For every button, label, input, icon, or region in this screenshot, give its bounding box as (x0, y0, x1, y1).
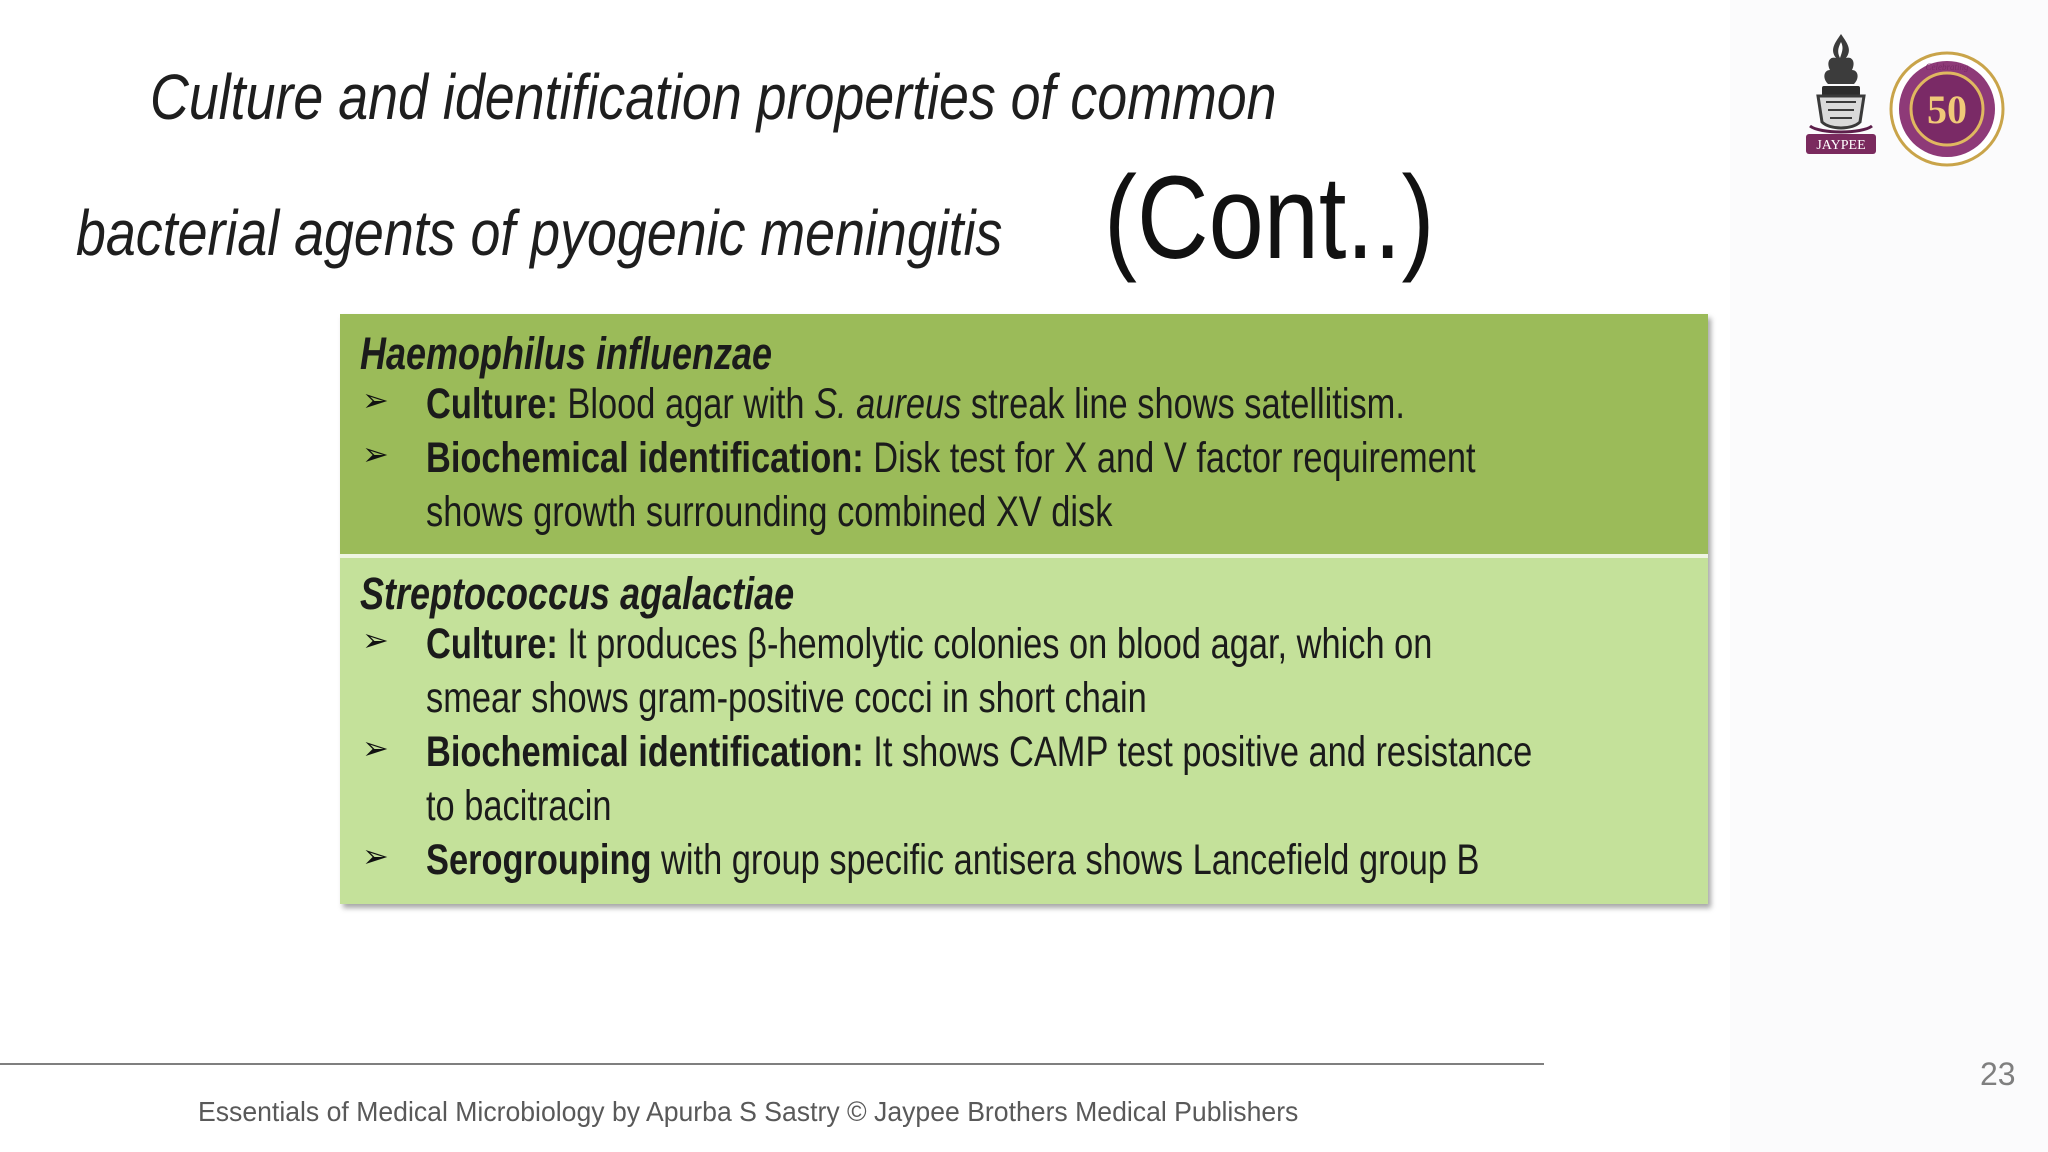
item-text: with group specific antisera shows Lancefield group B (651, 836, 1480, 884)
culture-item-continued: smear shows gram-positive cocci in short chain (426, 674, 1147, 722)
item-label: Biochemical identification: (426, 728, 864, 776)
bullet-arrow-icon: ➢ (362, 729, 389, 767)
section-streptococcus (340, 558, 1708, 904)
jaypee-emblem-icon (1800, 30, 1882, 162)
item-italic-text: S. aureus (814, 380, 962, 428)
item-text: Disk test for X and V factor requirement (863, 434, 1476, 482)
bullet-arrow-icon: ➢ (362, 621, 389, 659)
organism-name: Streptococcus agalactiae (360, 568, 795, 619)
slide-title-line-1: Culture and identification properties of common (150, 61, 1277, 133)
item-text: It produces β-hemolytic colonies on blood agar, which on (557, 620, 1433, 668)
item-label: Culture: (426, 380, 558, 428)
slide-title-continued: (Cont..) (1104, 152, 1435, 284)
bullet-arrow-icon: ➢ (362, 381, 389, 419)
anniversary-number: 50 (1927, 87, 1967, 132)
biochemical-item-continued: shows growth surrounding combined XV disk (426, 488, 1113, 536)
organism-name: Haemophilus influenzae (360, 328, 773, 379)
section-haemophilus (340, 314, 1708, 554)
footer-credit: Essentials of Medical Microbiology by Apurba S Sastry © Jaypee Brothers Medical Publishers (198, 1096, 1299, 1127)
emblem-label: JAYPEE (1816, 138, 1866, 153)
slide-title-line-2: bacterial agents of pyogenic meningitis (76, 197, 1003, 269)
bullet-arrow-icon: ➢ (362, 435, 389, 473)
biochemical-item-continued: to bacitracin (426, 782, 612, 830)
item-text: It shows CAMP test positive and resistance (863, 728, 1533, 776)
item-label: Serogrouping (426, 836, 652, 884)
bullet-arrow-icon: ➢ (362, 837, 389, 875)
content-table (340, 314, 1708, 904)
right-panel-background (1730, 0, 2048, 1152)
page-number: 23 (1980, 1056, 2016, 1092)
item-text: Blood agar with (557, 380, 815, 428)
culture-item (426, 380, 1405, 429)
item-label: Biochemical identification: (426, 434, 864, 482)
item-text-end: streak line shows satellitism. (961, 380, 1405, 428)
fiftieth-anniversary-seal-icon (1888, 50, 2006, 168)
biochemical-item (426, 434, 1476, 483)
footer-divider (0, 1063, 1544, 1065)
serogrouping-item (426, 836, 1479, 885)
item-label: Culture: (426, 620, 558, 668)
culture-item (426, 620, 1432, 669)
biochemical-item (426, 728, 1532, 777)
anniversary-script: Celebrating (1925, 62, 1969, 72)
